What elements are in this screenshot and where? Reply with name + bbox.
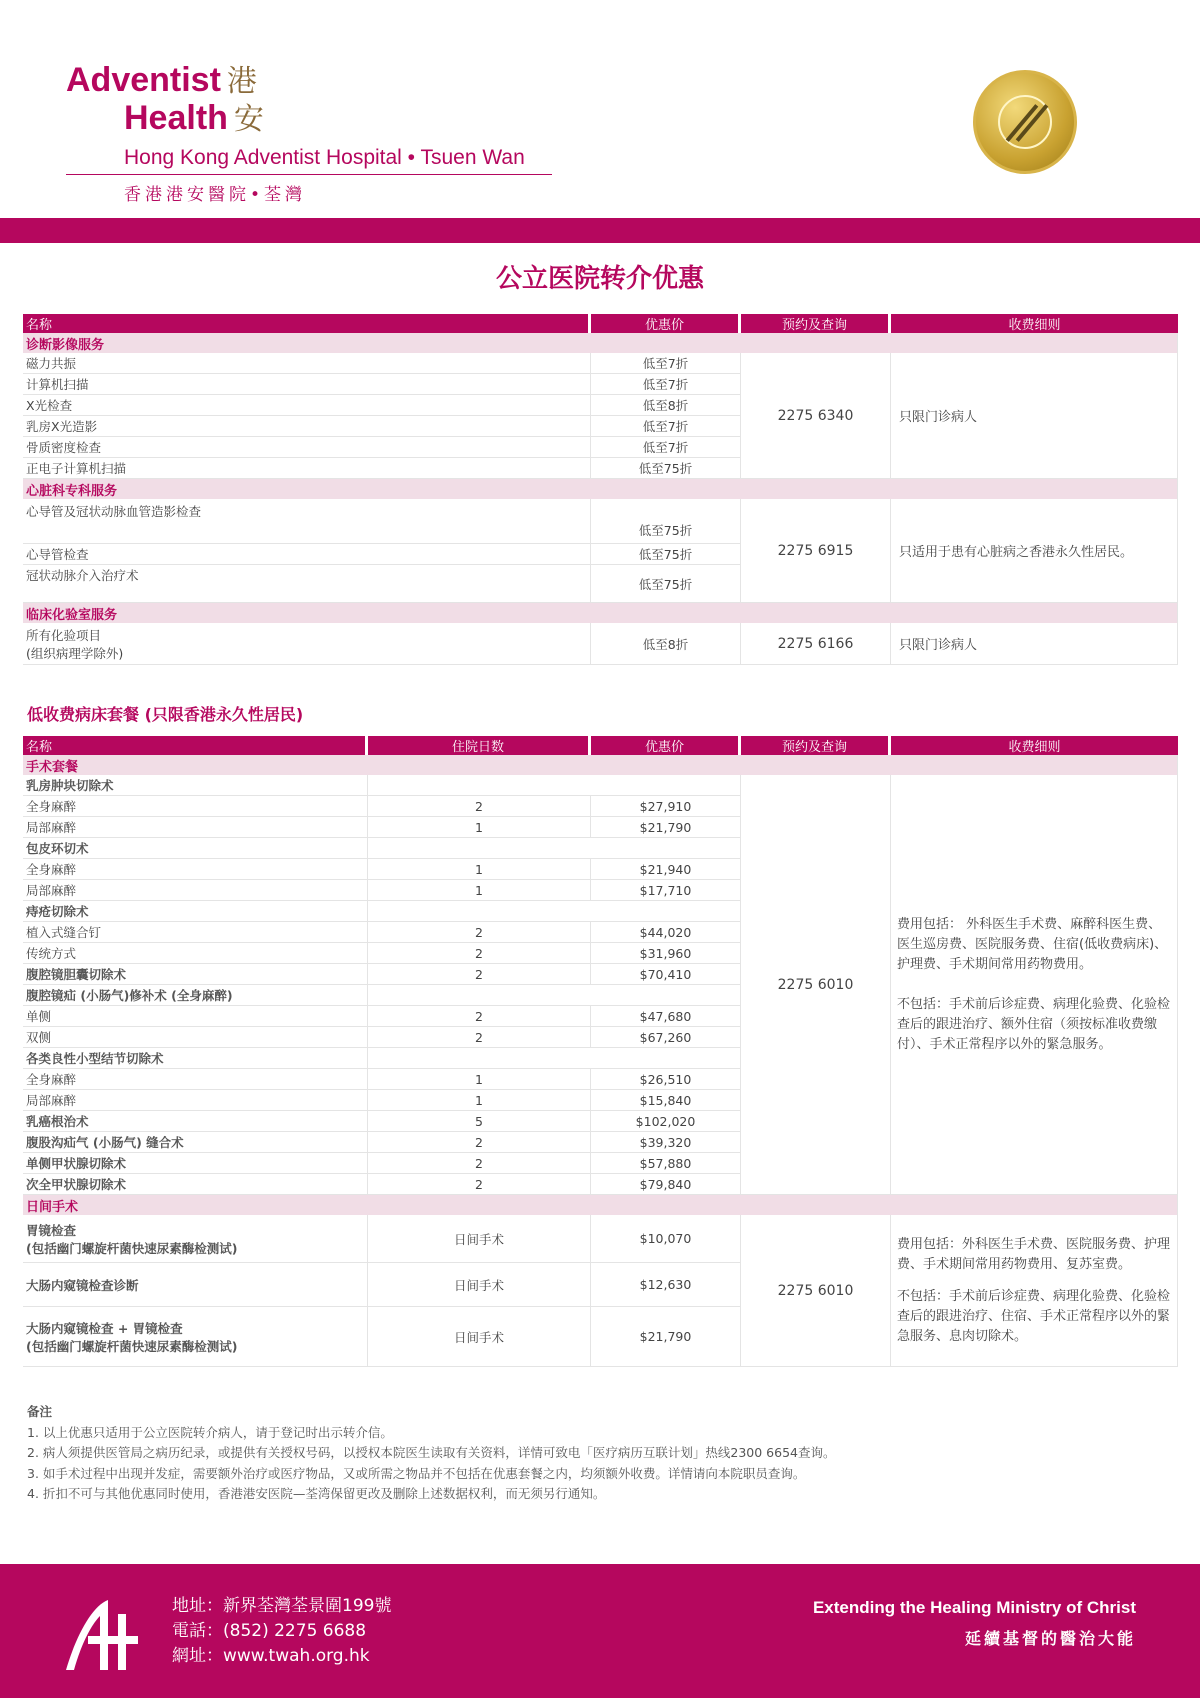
- procedure-name-line: 大肠内窥镜检查诊断: [26, 1277, 139, 1293]
- procedure-name: 局部麻醉: [23, 880, 368, 901]
- package-price: $57,880: [591, 1153, 741, 1174]
- table-row: [23, 623, 1178, 665]
- service-name: 正电子计算机扫描: [23, 458, 591, 479]
- fee-note: 只适用于患有心脏病之香港永久性居民。: [891, 499, 1178, 603]
- col-header-days: 住院日数: [368, 736, 591, 755]
- booking-phone: 2275 6166: [741, 623, 891, 665]
- service-name: 计算机扫描: [23, 374, 591, 395]
- section-label: 手术套餐: [23, 755, 1178, 775]
- service-name: 乳房X光造影: [23, 416, 591, 437]
- low-fee-package-table: [23, 736, 1178, 1367]
- procedure-name: [23, 1307, 368, 1367]
- referral-discount-table: [23, 314, 1178, 665]
- address: 地址：新界荃灣荃景圍199號: [172, 1596, 392, 1616]
- discount-price: 低至7折: [591, 353, 741, 374]
- package-price: $21,790: [591, 1307, 741, 1367]
- col-header-booking: 预约及查询: [741, 314, 891, 333]
- section-row: [23, 333, 1178, 353]
- empty-cell: [368, 775, 741, 796]
- remark-item: 2. 病人须提供医管局之病历纪录，或提供有关授权号码，以授权本院医生读取有关资料，详情可致电「医疗病历互联计划」热线2300 6654查询。: [27, 1445, 836, 1460]
- fee-exclude: 不包括：手术前后诊症费、病理化验费、化验检查后的跟进治疗、住宿、手术正常程序以外的緊急服务、息肉切除术。: [897, 1288, 1171, 1344]
- col-header-details: 收费细则: [891, 736, 1178, 755]
- hospital-name-zh: 香港港安醫院•荃灣: [124, 185, 307, 205]
- page-title: 公立医院转介优惠: [495, 264, 704, 294]
- col-header-booking: 预约及查询: [741, 736, 891, 755]
- table-row: [23, 775, 1178, 796]
- table-header-row: [23, 736, 1178, 755]
- service-name: X光检查: [23, 395, 591, 416]
- brand-line-1: [66, 62, 552, 100]
- package-price: $102,020: [591, 1111, 741, 1132]
- hospital-days: 2: [368, 922, 591, 943]
- hospital-days: 2: [368, 1027, 591, 1048]
- hospital-days: 1: [368, 880, 591, 901]
- slogan-zh: 延續基督的醫治大能: [964, 1629, 1136, 1648]
- phone-number: 電話：(852) 2275 6688: [172, 1621, 367, 1641]
- table-row: [23, 353, 1178, 374]
- procedure-name: 痔疮切除术: [23, 901, 368, 922]
- procedure-name: [23, 1215, 368, 1263]
- package-price: $21,940: [591, 859, 741, 880]
- package-price: $70,410: [591, 964, 741, 985]
- fee-include: 费用包括： 外科医生手术费、麻醉科医生费、医生巡房费、医院服务费、住宿(低收费病床)、护理费、手术期间常用药物费用。: [897, 916, 1168, 972]
- service-name-line: (组织病理学除外): [26, 645, 124, 661]
- hospital-days: 5: [368, 1111, 591, 1132]
- col-header-price: 优惠价: [591, 736, 741, 755]
- package-price: $44,020: [591, 922, 741, 943]
- fee-note: 只限门诊病人: [891, 623, 1178, 665]
- discount-price: 低至75折: [591, 544, 741, 565]
- hospital-days: 2: [368, 943, 591, 964]
- hospital-days: 1: [368, 817, 591, 838]
- procedure-name: 全身麻醉: [23, 796, 368, 817]
- section-label: 临床化验室服务: [23, 603, 1178, 623]
- discount-price: 低至8折: [591, 395, 741, 416]
- booking-phone: 2275 6010: [741, 775, 891, 1195]
- package-price: $47,680: [591, 1006, 741, 1027]
- hospital-days: 2: [368, 1132, 591, 1153]
- hospital-days: 1: [368, 1090, 591, 1111]
- table-row: [23, 1215, 1178, 1263]
- package-price: $31,960: [591, 943, 741, 964]
- header-band: [0, 218, 1200, 243]
- procedure-name: 全身麻醉: [23, 1069, 368, 1090]
- fee-include: 费用包括：外科医生手术费、医院服务费、护理费、手术期间常用药物费用、复苏室费。: [897, 1236, 1171, 1272]
- procedure-name: 次全甲状腺切除术: [23, 1174, 368, 1195]
- discount-price: 低至7折: [591, 437, 741, 458]
- procedure-name: [23, 1263, 368, 1307]
- fee-note: [891, 1215, 1178, 1367]
- hospital-days: 2: [368, 964, 591, 985]
- section-label: 诊断影像服务: [23, 333, 1178, 353]
- fee-note: [891, 775, 1178, 1195]
- hospital-days: 1: [368, 1069, 591, 1090]
- hospital-days: 2: [368, 1153, 591, 1174]
- accreditation-seal-icon: [973, 70, 1077, 174]
- procedure-name: 腹股沟疝气 (小肠气) 缝合术: [23, 1132, 368, 1153]
- hospital-name-en: Hong Kong Adventist Hospital • Tsuen Wan: [66, 146, 552, 175]
- section-label: 心脏科专科服务: [23, 479, 1178, 499]
- service-name-line: 所有化验项目: [26, 627, 102, 643]
- remarks: [27, 1402, 1177, 1505]
- hospital-days: 2: [368, 1174, 591, 1195]
- service-name: 心导管检查: [23, 544, 591, 565]
- procedure-name: 全身麻醉: [23, 859, 368, 880]
- contact-info: [172, 1594, 391, 1669]
- hospital-days: 日间手术: [368, 1215, 591, 1263]
- service-name: [23, 623, 591, 665]
- section-row: [23, 1195, 1178, 1215]
- service-name: 骨质密度检查: [23, 437, 591, 458]
- procedure-name: 腹腔镜疝 (小肠气)修补术 (全身麻醉): [23, 985, 368, 1006]
- hospital-days: 2: [368, 1006, 591, 1027]
- section-row: [23, 479, 1178, 499]
- booking-phone: 2275 6340: [741, 353, 891, 479]
- procedure-name-line: 胃镜检查: [26, 1222, 77, 1238]
- procedure-name: 乳癌根治术: [23, 1111, 368, 1132]
- table-header-row: [23, 314, 1178, 333]
- fee-exclude: 不包括：手术前后诊症费、病理化验费、化验检查后的跟进治疗、额外住宿（须按标准收费缴付）、手术正常程序以外的緊急服务。: [897, 996, 1171, 1052]
- discount-price: 低至75折: [591, 499, 741, 544]
- package-price: $21,790: [591, 817, 741, 838]
- remarks-heading: 备注: [27, 1404, 53, 1419]
- discount-price: 低至75折: [591, 458, 741, 479]
- service-name: 心导管及冠状动脉血管造影检查: [23, 499, 591, 544]
- procedure-name-line: (包括幽门螺旋杆菌快速尿素酶检测试): [26, 1338, 238, 1354]
- hospital-days: 1: [368, 859, 591, 880]
- slogan: [813, 1598, 1136, 1649]
- hospital-logo[interactable]: [66, 62, 552, 205]
- package-price: $67,260: [591, 1027, 741, 1048]
- empty-cell: [368, 901, 741, 922]
- remark-item: 4. 折扣不可与其他优惠同时使用，香港港安医院—荃湾保留更改及删除上述数据权利，而无须另行通知。: [27, 1486, 606, 1501]
- package-price: $12,630: [591, 1263, 741, 1307]
- page-footer: [0, 1564, 1200, 1698]
- page-header: [0, 0, 1200, 218]
- col-header-price: 优惠价: [591, 314, 741, 333]
- discount-price: 低至75折: [591, 565, 741, 603]
- brand-name-en: Adventist: [66, 61, 221, 99]
- hospital-days: 日间手术: [368, 1307, 591, 1367]
- package-price: $15,840: [591, 1090, 741, 1111]
- procedure-name: 包皮环切术: [23, 838, 368, 859]
- hospital-mark-icon: [62, 1596, 142, 1674]
- fee-note: 只限门诊病人: [891, 353, 1178, 479]
- package-price: $79,840: [591, 1174, 741, 1195]
- hospital-days: 2: [368, 796, 591, 817]
- procedure-name: 植入式缝合钉: [23, 922, 368, 943]
- section-row: [23, 603, 1178, 623]
- booking-phone: 2275 6010: [741, 1215, 891, 1367]
- procedure-name: 传统方式: [23, 943, 368, 964]
- package-price: $10,070: [591, 1215, 741, 1263]
- remark-item: 1. 以上优惠只适用于公立医院转介病人，请于登记时出示转介信。: [27, 1424, 393, 1440]
- brand-name-zh: 港: [226, 64, 257, 99]
- col-header-details: 收费细则: [891, 314, 1178, 333]
- discount-price: 低至7折: [591, 374, 741, 395]
- empty-cell: [368, 1048, 741, 1069]
- discount-price: 低至7折: [591, 416, 741, 437]
- col-header-name: 名称: [23, 314, 591, 333]
- service-name: 磁力共振: [23, 353, 591, 374]
- service-name: 冠状动脉介入治疗术: [23, 565, 591, 603]
- brand-line-2: [66, 100, 552, 138]
- section-row: [23, 755, 1178, 775]
- website-link[interactable]: 網址：www.twah.org.hk: [172, 1646, 370, 1666]
- empty-cell: [368, 985, 741, 1006]
- booking-phone: 2275 6915: [741, 499, 891, 603]
- table-row: [23, 499, 1178, 544]
- procedure-name: 双侧: [23, 1027, 368, 1048]
- package-price: $27,910: [591, 796, 741, 817]
- package-price: $17,710: [591, 880, 741, 901]
- package-price: $39,320: [591, 1132, 741, 1153]
- procedure-name: 单侧甲状腺切除术: [23, 1153, 368, 1174]
- brand-name-zh-2: 安: [233, 102, 264, 137]
- procedure-name: 各类良性小型结节切除术: [23, 1048, 368, 1069]
- procedure-name: 局部麻醉: [23, 1090, 368, 1111]
- procedure-name: 局部麻醉: [23, 817, 368, 838]
- package-subtitle: 低收费病床套餐 (只限香港永久性居民): [27, 705, 304, 724]
- empty-cell: [368, 838, 741, 859]
- section-label: 日间手术: [23, 1195, 1178, 1215]
- procedure-name: 腹腔镜胆囊切除术: [23, 964, 368, 985]
- col-header-name: 名称: [23, 736, 368, 755]
- procedure-name-line: (包括幽门螺旋杆菌快速尿素酶检测试): [26, 1240, 238, 1256]
- hospital-days: 日间手术: [368, 1263, 591, 1307]
- procedure-name-line: 大肠内窥镜检查 + 胃镜检查: [26, 1320, 183, 1336]
- procedure-name: 乳房肿块切除术: [23, 775, 368, 796]
- slogan-en: Extending the Healing Ministry of Christ: [812, 1598, 1136, 1617]
- package-price: $26,510: [591, 1069, 741, 1090]
- procedure-name: 单侧: [23, 1006, 368, 1027]
- discount-price: 低至8折: [591, 623, 741, 665]
- brand-name-en-2: Health: [124, 99, 228, 137]
- remark-item: 3. 如手术过程中出现并发症，需要额外治疗或医疗物品，又或所需之物品并不包括在优惠套餐之内，均须额外收费。详情请向本院职员查询。: [27, 1465, 806, 1481]
